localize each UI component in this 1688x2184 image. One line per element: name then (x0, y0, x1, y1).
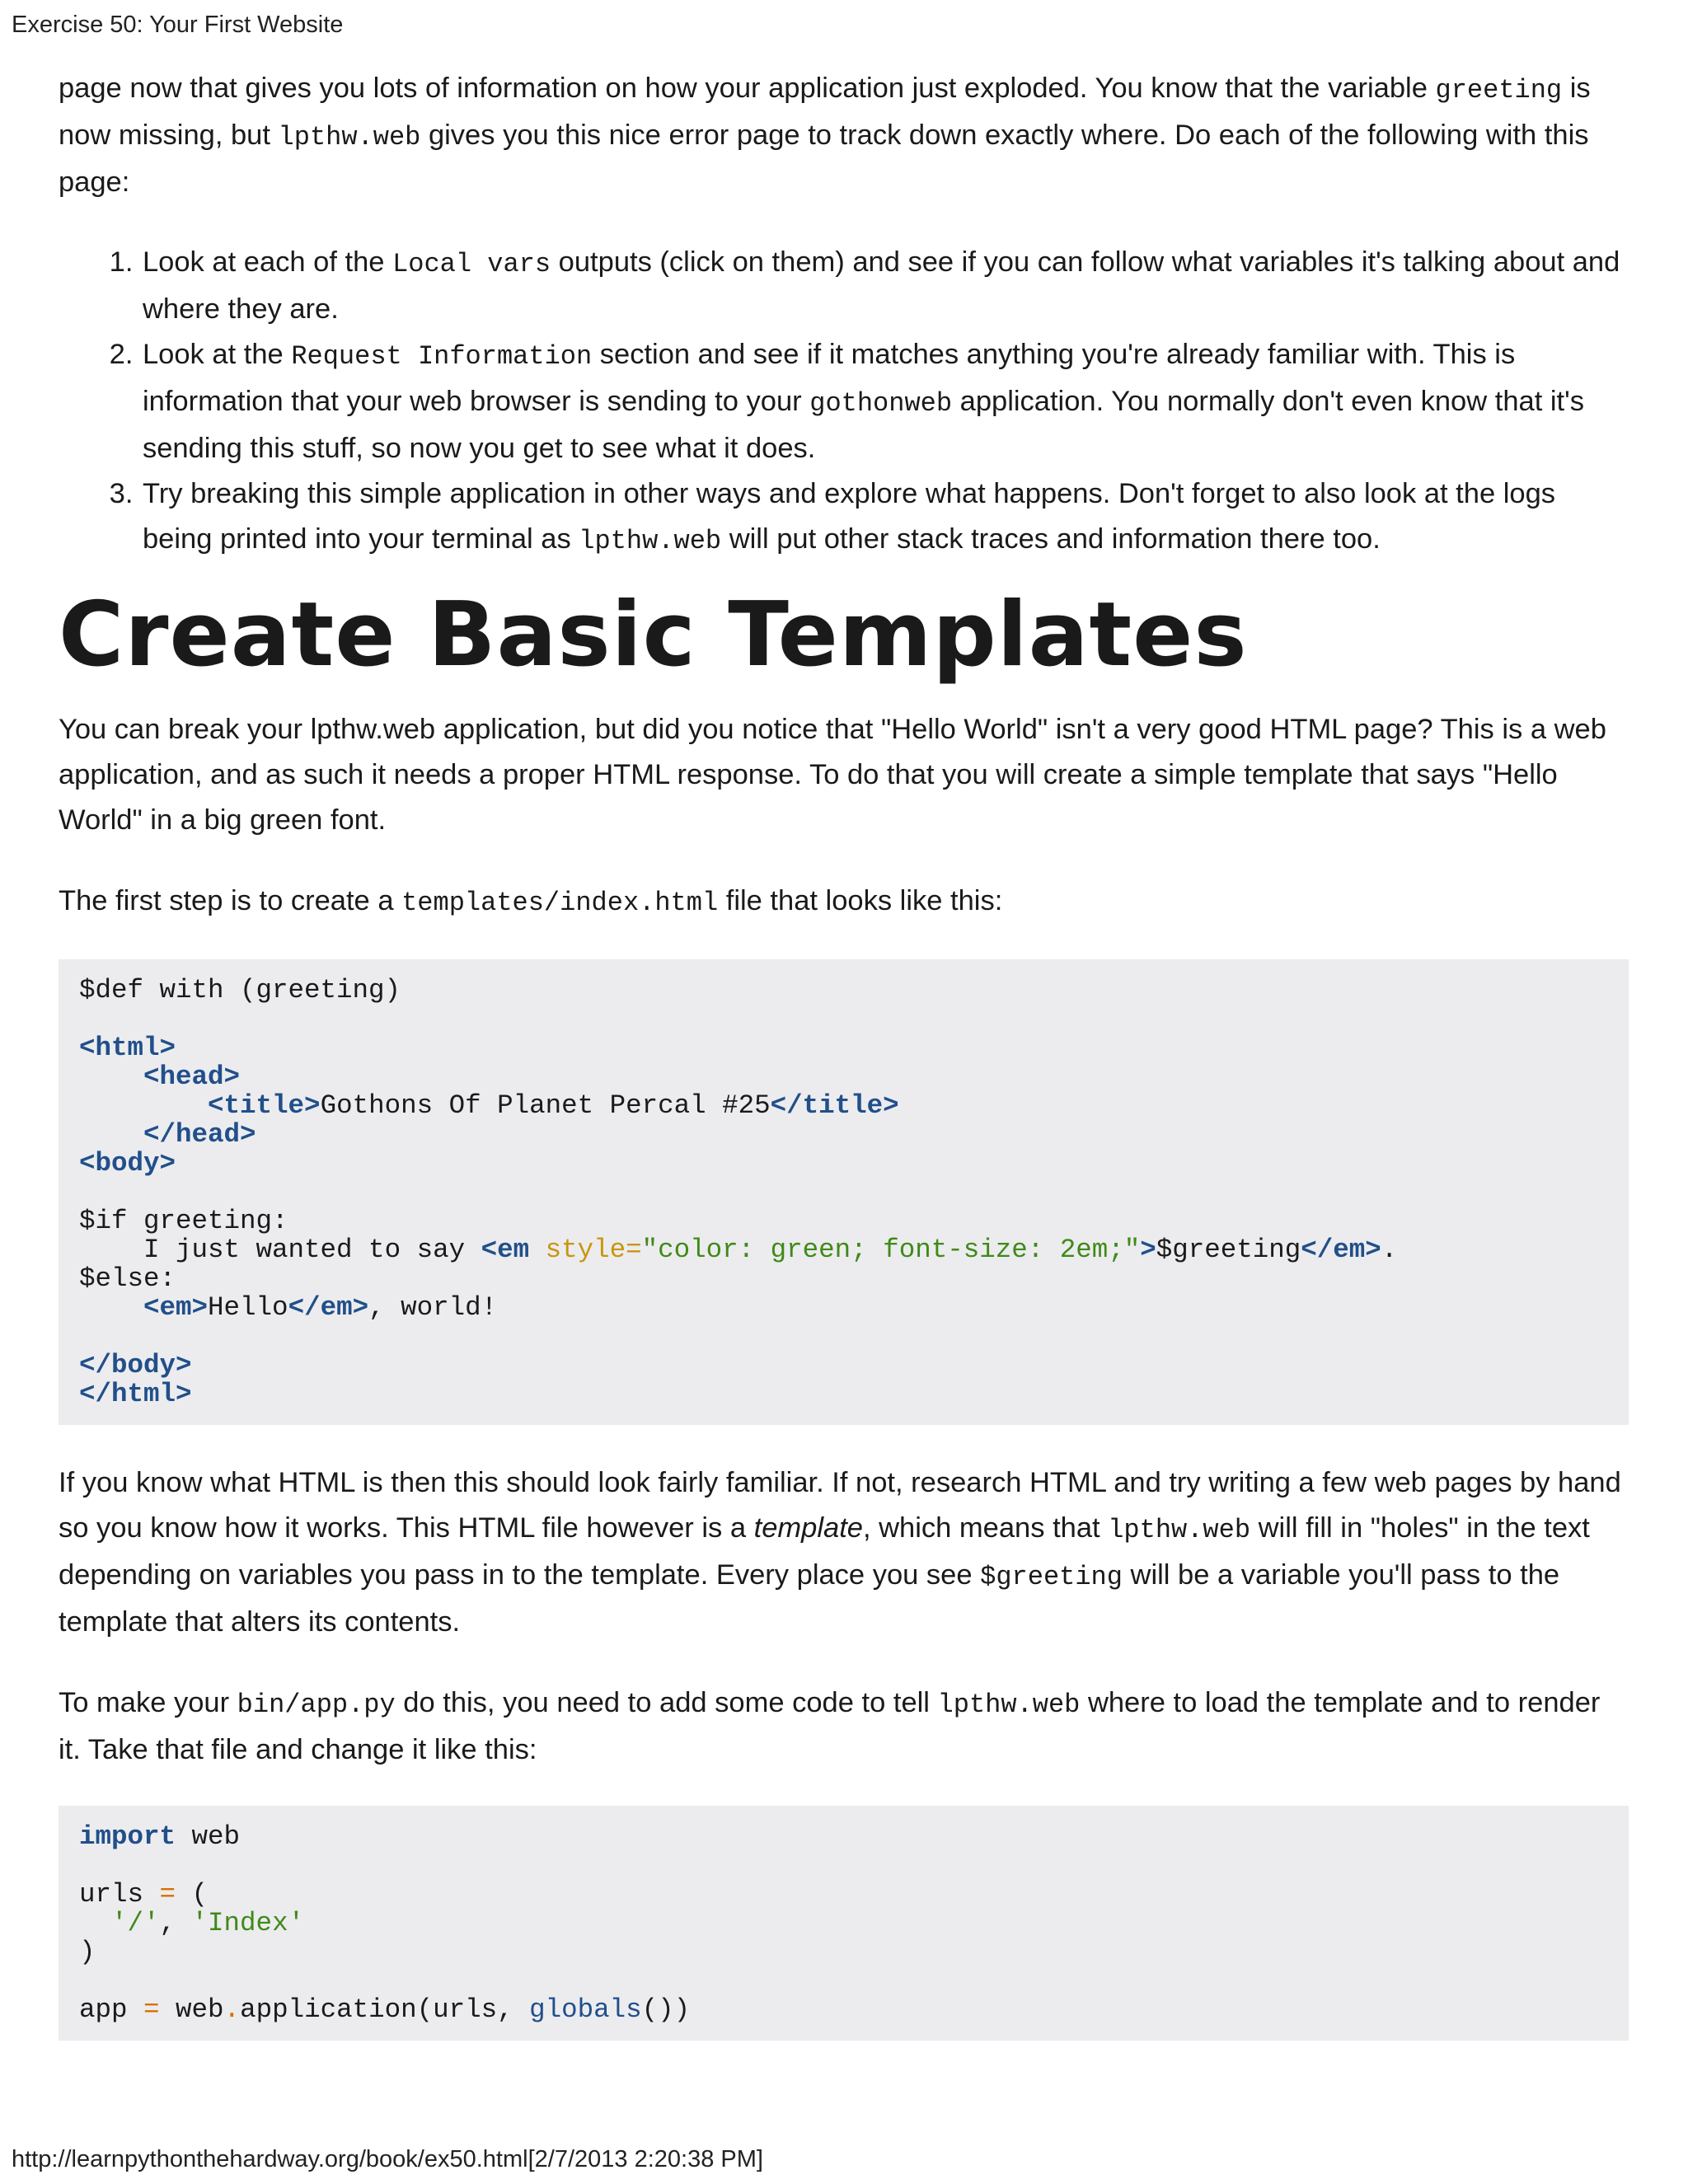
inline-code: lpthw.web (937, 1690, 1081, 1720)
code-block-app: import web urls = ( '/', 'Index' ) app = web.application(urls, globals()) (59, 1806, 1629, 2041)
paragraph: The first step is to create a templates/index.html file that looks like this: (59, 885, 1003, 918)
print-footer: http://learnpythonthehardway.org/book/ex50.html[2/7/2013 2:20:38 PM] (12, 2146, 763, 2172)
emphasis: template (753, 1512, 863, 1544)
inline-code: templates/index.html (401, 888, 719, 918)
inline-code: $greeting (980, 1562, 1123, 1592)
intro-text-3: gives you this nice error page to track down exactly where. Do each of the following with this page: (59, 120, 1589, 198)
section-heading: Create Basic Templates (59, 583, 1248, 687)
inline-code: Request Information (291, 341, 593, 372)
inline-code: lpthw.web (278, 122, 421, 152)
paragraph: You can break your lpthw.web application, but did you notice that "Hello World" isn't a very good HTML page? This is a web application, and as such it needs a proper HTML response. To do that you will create a simple template that says "Hello World" in a big green font. (59, 714, 1606, 836)
steps-list (59, 240, 1629, 564)
inline-code: lpthw.web (579, 526, 722, 556)
list-item: 3. Try breaking this simple application in other ways and explore what happens. Don't forget to also look at the logs being printed into your terminal as lpthw.web will put other stack traces and information there too. (141, 471, 1629, 564)
inline-code: Local vars (392, 249, 551, 279)
list-item: 2. Look at the Request Information section and see if it matches anything you're already familiar with. This is information that your web browser is sending to your gothonweb application. You normally don't even know that it's sending this stuff, so now you get to see what it does. (141, 332, 1629, 471)
intro-text-1: page now that gives you lots of information on how your application just exploded. You know that the variable (59, 73, 1436, 104)
page-content (59, 66, 1629, 2041)
list-item: 1. Look at each of the Local vars outputs (click on them) and see if you can follow what variables it's talking about and where they are. (141, 240, 1629, 332)
inline-code: bin/app.py (237, 1690, 396, 1720)
code-block-template: $def with (greeting) <html> <head> <title>Gothons Of Planet Percal #25</title> </head> <body> $if greeting: I just wanted to say <em style="color: green; font-size: 2em;">$greeting</em>. $else: <em>Hello</em>, world! </body> </html> (59, 959, 1629, 1425)
paragraph: If you know what HTML is then this should look fairly familiar. If not, research HTML and try writing a few web pages by hand so you know how it works. This HTML file however is a template, which means that lpthw.web will fill in "holes" in the text depending on variables you pass in to the template. Every place you see $greeting will be a variable you'll pass to the template that alters its contents. (59, 1467, 1621, 1638)
inline-code: lpthw.web (1108, 1515, 1251, 1545)
inline-code: greeting (1435, 75, 1563, 105)
intro-text-2: is now missing, but (59, 73, 1591, 151)
print-header: Exercise 50: Your First Website (12, 12, 344, 38)
inline-code: gothonweb (809, 388, 953, 419)
intro-paragraph (59, 66, 1629, 205)
paragraph: To make your bin/app.py do this, you need to add some code to tell lpthw.web where to load the template and to render it. Take that file and change it like this: (59, 1687, 1601, 1765)
